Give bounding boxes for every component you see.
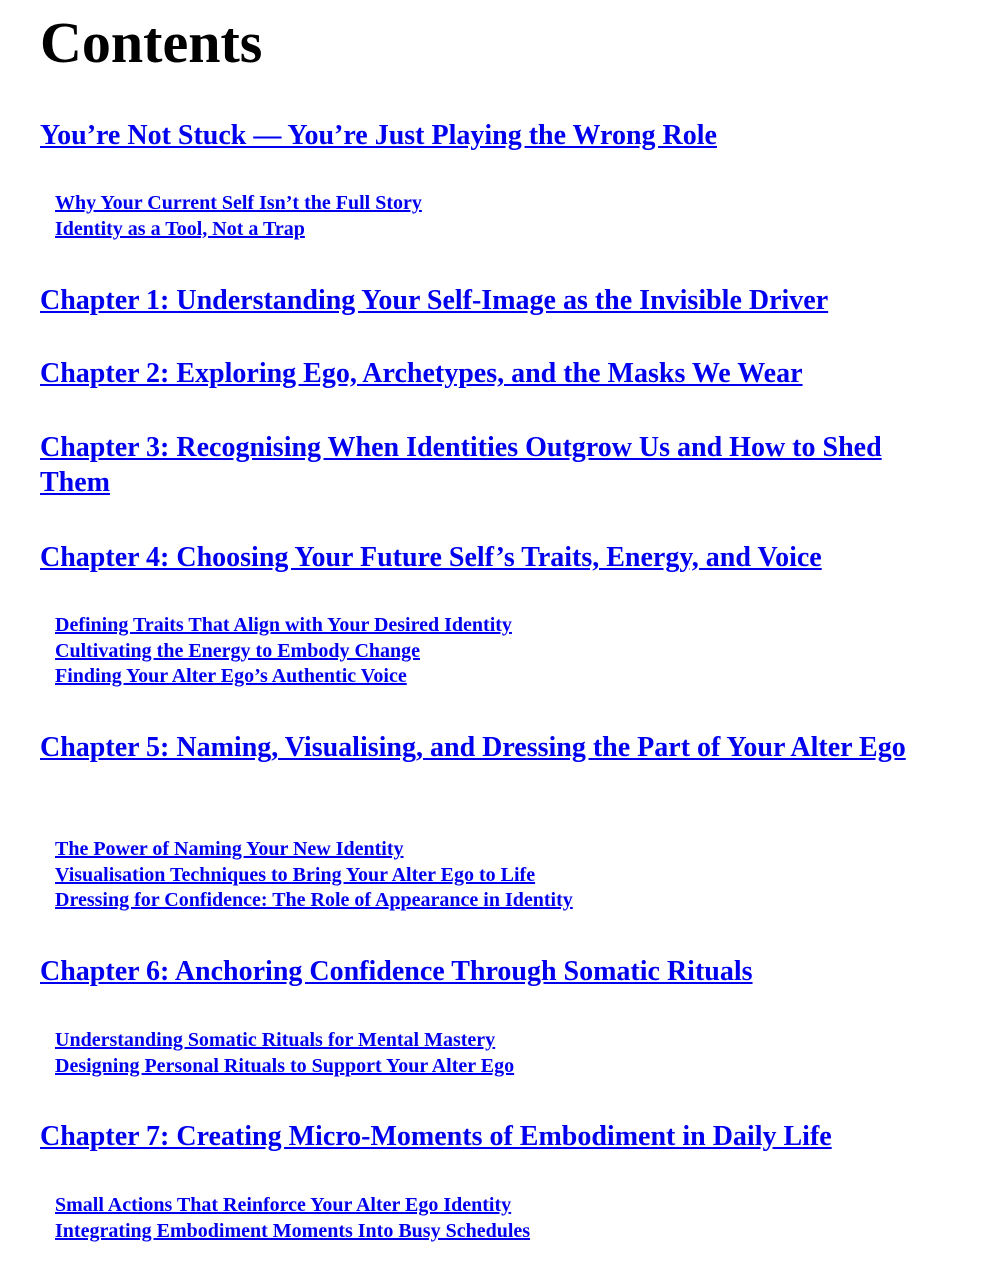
- section-link[interactable]: Designing Personal Rituals to Support Your Alter Ego: [55, 1054, 515, 1077]
- section-list-chapter-5: [55, 837, 955, 914]
- toc-entry-chapter-4: [40, 540, 960, 575]
- chapter-link-6[interactable]: Chapter 6: Anchoring Confidence Through Somatic Rituals: [40, 956, 753, 987]
- chapter-link-4[interactable]: Chapter 4: Choosing Your Future Self’s Traits, Energy, and Voice: [40, 542, 822, 573]
- section-link[interactable]: Identity as a Tool, Not a Trap: [55, 217, 305, 240]
- section-link[interactable]: Dressing for Confidence: The Role of Appearance in Identity: [55, 889, 573, 911]
- chapter-link-5[interactable]: Chapter 5: Naming, Visualising, and Dressing the Part of Your Alter Ego: [40, 732, 906, 763]
- section-link[interactable]: Small Actions That Reinforce Your Alter Ego Identity: [55, 1194, 512, 1216]
- chapter-link-2[interactable]: Chapter 2: Exploring Ego, Archetypes, and the Masks We Wear: [40, 358, 803, 389]
- section-link[interactable]: Visualisation Techniques to Bring Your Alter Ego to Life: [55, 863, 536, 886]
- toc-entry-chapter-5: [40, 730, 930, 765]
- section-list-intro: [55, 191, 955, 242]
- chapter-link-7[interactable]: Chapter 7: Creating Micro-Moments of Embodiment in Daily Life: [40, 1121, 832, 1152]
- toc-entry-intro: [40, 118, 960, 153]
- section-link[interactable]: The Power of Naming Your New Identity: [55, 838, 404, 860]
- section-list-chapter-6: [55, 1028, 955, 1079]
- chapter-link-1[interactable]: Chapter 1: Understanding Your Self-Image as the Invisible Driver: [40, 285, 829, 316]
- section-link[interactable]: Defining Traits That Align with Your Desired Identity: [55, 614, 512, 636]
- section-link[interactable]: Understanding Somatic Rituals for Mental Mastery: [55, 1029, 496, 1051]
- toc-entry-chapter-3: [40, 430, 900, 500]
- chapter-link-3[interactable]: Chapter 3: Recognising When Identities Outgrow Us and How to Shed Them: [40, 432, 882, 498]
- section-link[interactable]: Integrating Embodiment Moments Into Busy Schedules: [55, 1219, 531, 1242]
- section-list-chapter-7: [55, 1193, 955, 1244]
- section-link[interactable]: Cultivating the Energy to Embody Change: [55, 639, 421, 662]
- section-link[interactable]: Why Your Current Self Isn’t the Full Story: [55, 192, 422, 214]
- chapter-link-intro[interactable]: You’re Not Stuck — You’re Just Playing the Wrong Role: [40, 120, 717, 151]
- page-title: Contents: [40, 10, 263, 75]
- section-link[interactable]: Finding Your Alter Ego’s Authentic Voice: [55, 665, 407, 687]
- toc-entry-chapter-1: [40, 283, 960, 318]
- toc-entry-chapter-2: [40, 356, 960, 391]
- toc-entry-chapter-6: [40, 954, 960, 989]
- toc-entry-chapter-7: [40, 1119, 960, 1154]
- section-list-chapter-4: [55, 613, 955, 690]
